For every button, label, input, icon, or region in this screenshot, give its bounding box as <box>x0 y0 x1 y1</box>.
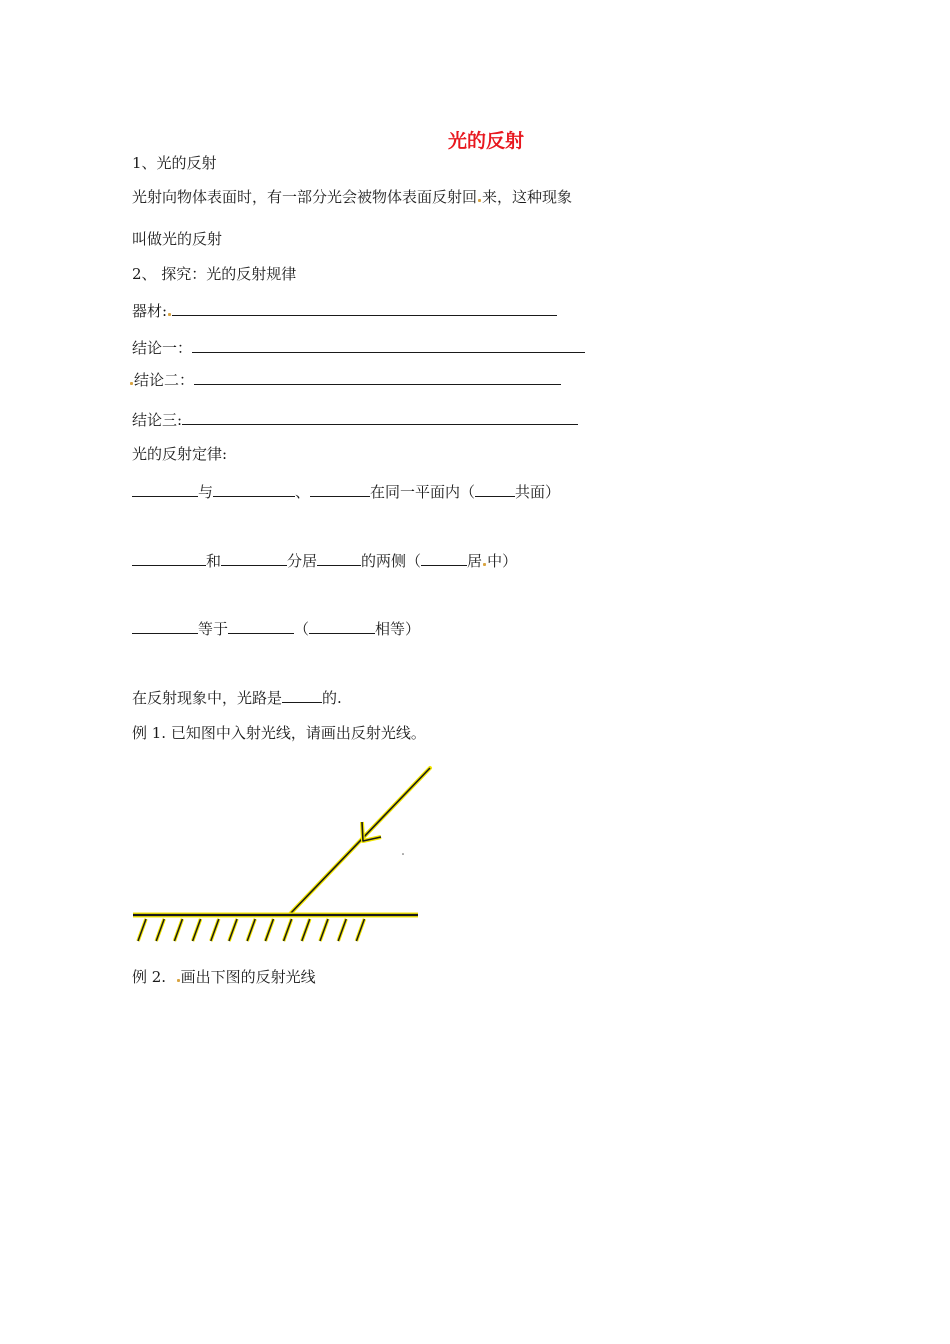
hatch-mark <box>356 919 364 941</box>
law-text: （ <box>294 620 310 638</box>
example2-text: 画出下图的反射光线 <box>180 968 316 986</box>
hatch-mark <box>338 919 346 941</box>
hatch-mark <box>265 919 273 941</box>
section2-heading: 2、 探究：光的反射规律 <box>132 265 297 283</box>
hatch-mark <box>138 919 146 941</box>
law-text: 等于 <box>198 620 229 638</box>
law-text: 中） <box>487 552 518 570</box>
reversibility-text: 的. <box>322 689 342 707</box>
law-text: 与 <box>198 483 214 501</box>
law-text: 、 <box>295 483 311 501</box>
mirror-hatching <box>138 919 364 941</box>
reversibility-text: 在反射现象中，光路是 <box>132 689 283 707</box>
hatch-mark <box>229 919 237 941</box>
hatch-mark <box>247 919 255 941</box>
law-text: 和 <box>206 552 222 570</box>
law-text: 在同一平面内（ <box>370 483 476 501</box>
law-text: 相等） <box>375 620 421 638</box>
section1-heading: 1、光的反射 <box>132 154 217 172</box>
page-title: 光的反射 <box>447 130 524 152</box>
stray-dot <box>402 853 404 855</box>
hatch-mark <box>156 919 164 941</box>
hatch-mark <box>320 919 328 941</box>
hatch-mark <box>302 919 310 941</box>
paragraph-text-a: 光射向物体表面时，有一部分光会被物体表面反射回 <box>132 188 478 206</box>
section1-paragraph-line2: 叫做光的反射 <box>132 230 223 248</box>
annotation-dot <box>177 979 180 982</box>
incident-ray <box>289 768 430 915</box>
hatch-mark <box>211 919 219 941</box>
conclusion2-label: 结论二： <box>134 371 195 389</box>
example2-label: 例 2. <box>132 968 167 986</box>
hatch-mark <box>174 919 182 941</box>
law-heading: 光的反射定律: <box>132 445 228 463</box>
hatch-mark <box>284 919 292 941</box>
law-text: 分居 <box>287 552 318 570</box>
law-text: 的两侧（ <box>361 552 422 570</box>
law-text: 共面） <box>515 483 561 501</box>
conclusion1-label: 结论一： <box>132 339 193 357</box>
conclusion3-label: 结论三: <box>132 411 183 429</box>
equipment-label: 器材: <box>132 302 168 320</box>
example2-row <box>132 967 316 987</box>
example1-text: 例 1. 已知图中入射光线，请画出反射光线。 <box>132 724 426 742</box>
hatch-mark <box>193 919 201 941</box>
law-text: 居 <box>467 552 483 570</box>
paragraph-text-b: 来，这种现象 <box>482 188 573 206</box>
